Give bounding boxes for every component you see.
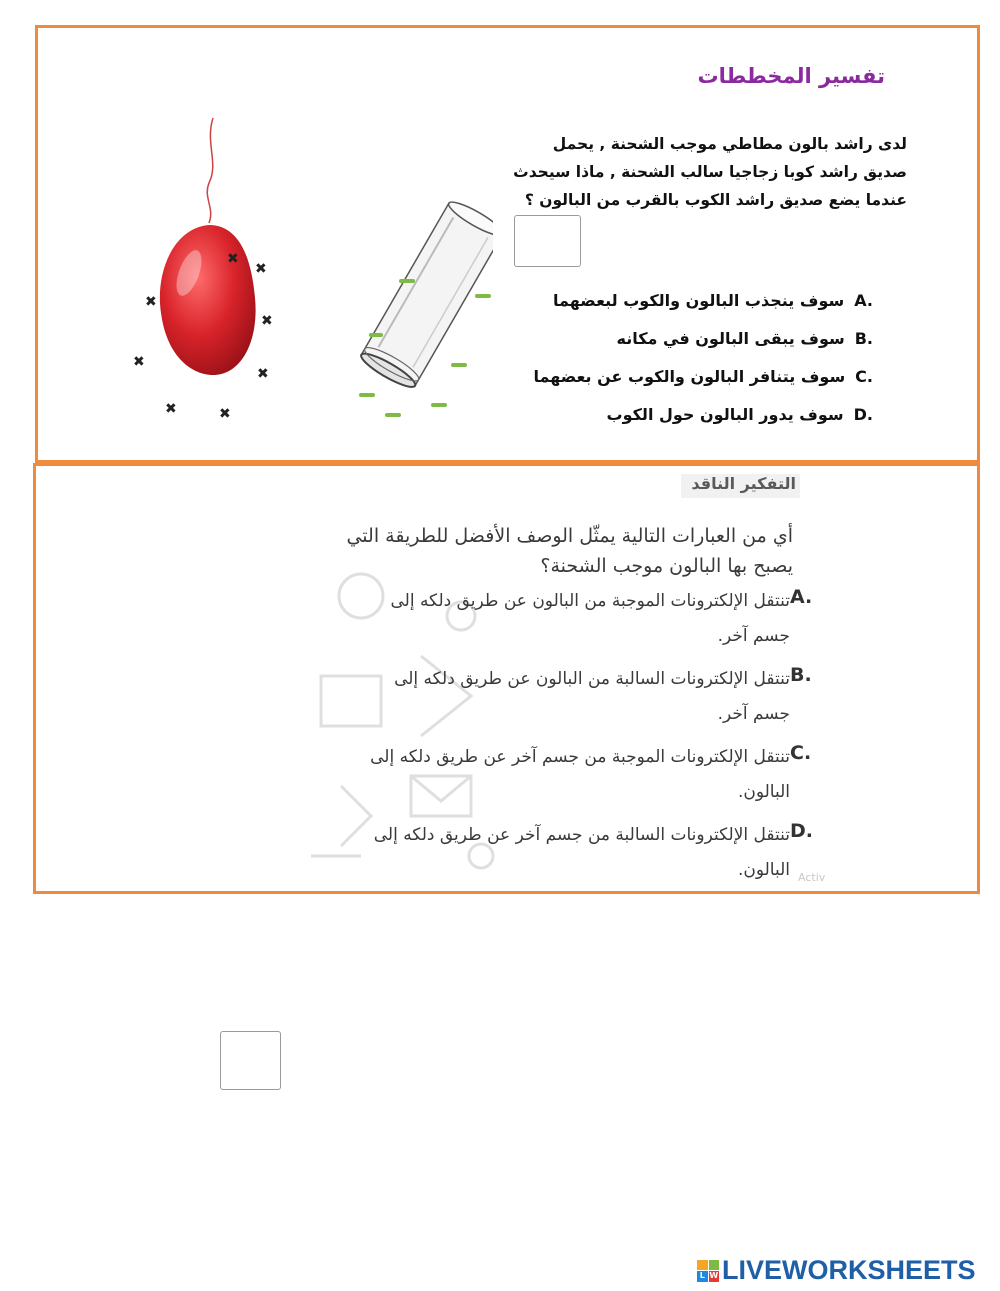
logo-text: LIVEWORKSHEETS — [722, 1255, 976, 1285]
question-panel-critical-thinking — [33, 463, 980, 894]
watermark-text: Activ — [798, 871, 826, 884]
answer-input-1[interactable] — [514, 215, 581, 267]
plus-sign: ✖ — [145, 294, 157, 310]
options-list-1 — [533, 281, 873, 433]
question-text-2: أي من العبارات التالية يمثّل الوصف الأفضل للطريقة التي يصبح بها البالون موجب الشحنة؟ — [346, 525, 793, 577]
options-list-2 — [342, 584, 822, 896]
option-letter: D. — [790, 820, 813, 842]
option-d — [342, 818, 822, 888]
logo-grid-icon — [697, 1260, 719, 1282]
option-letter: B. — [854, 328, 873, 348]
option-letter: B. — [790, 664, 812, 686]
section-title-critical-thinking: التفكير الناقد — [681, 474, 800, 498]
question-panel-diagrams — [35, 25, 980, 463]
option-text: سوف يبقى البالون في مكانه — [616, 328, 845, 348]
plus-sign: ✖ — [219, 406, 231, 422]
question-text-1: لدى راشد بالون مطاطي موجب الشحنة , يحمل صديق راشد كوبا زجاجيا سالب الشحنة , ماذا سيحدث عندما يضع صديق راشد الكوب بالقرب من البالون ؟ — [513, 135, 907, 209]
balloon-glass-illustration — [133, 113, 493, 423]
option-text: سوف ينجذب البالون والكوب لبعضهما — [553, 290, 845, 310]
balloon-string — [207, 118, 213, 223]
option-b — [342, 662, 822, 732]
option-text: سوف يدور البالون حول الكوب — [606, 404, 844, 424]
plus-sign: ✖ — [255, 261, 267, 277]
option-letter: C. — [790, 742, 812, 764]
option-letter: D. — [853, 404, 873, 424]
logo-letter-l: L — [697, 1271, 708, 1282]
option-c — [342, 740, 822, 810]
option-text: سوف يتنافر البالون والكوب عن بعضهما — [533, 366, 846, 386]
option-text: تنتقل الإلكترونات السالبة من البالون عن طريق دلكه إلى جسم آخر. — [394, 669, 790, 724]
liveworksheets-logo[interactable] — [697, 1255, 976, 1286]
option-letter: C. — [855, 366, 873, 386]
glass-cup — [358, 197, 493, 392]
option-c — [533, 357, 873, 395]
section-title-diagrams: تفسير المخططات — [697, 64, 885, 88]
option-text: تنتقل الإلكترونات الموجبة من البالون عن طريق دلكه إلى جسم آخر. — [390, 591, 790, 646]
option-text: تنتقل الإلكترونات الموجبة من جسم آخر عن طريق دلكه إلى البالون. — [370, 747, 790, 802]
plus-sign: ✖ — [165, 401, 177, 417]
logo-letter-w: W — [709, 1271, 719, 1280]
option-text: تنتقل الإلكترونات السالبة من جسم آخر عن طريق دلكه إلى البالون. — [373, 825, 790, 880]
plus-sign: ✖ — [227, 251, 239, 267]
option-a — [342, 584, 822, 654]
plus-sign: ✖ — [133, 354, 145, 370]
option-letter: A. — [854, 290, 873, 310]
option-b — [533, 319, 873, 357]
red-balloon — [160, 225, 256, 375]
option-a — [533, 281, 873, 319]
plus-sign: ✖ — [261, 313, 273, 329]
answer-input-2[interactable] — [220, 1031, 281, 1090]
plus-sign: ✖ — [257, 366, 269, 382]
option-letter: A. — [790, 586, 813, 608]
option-d — [533, 395, 873, 433]
